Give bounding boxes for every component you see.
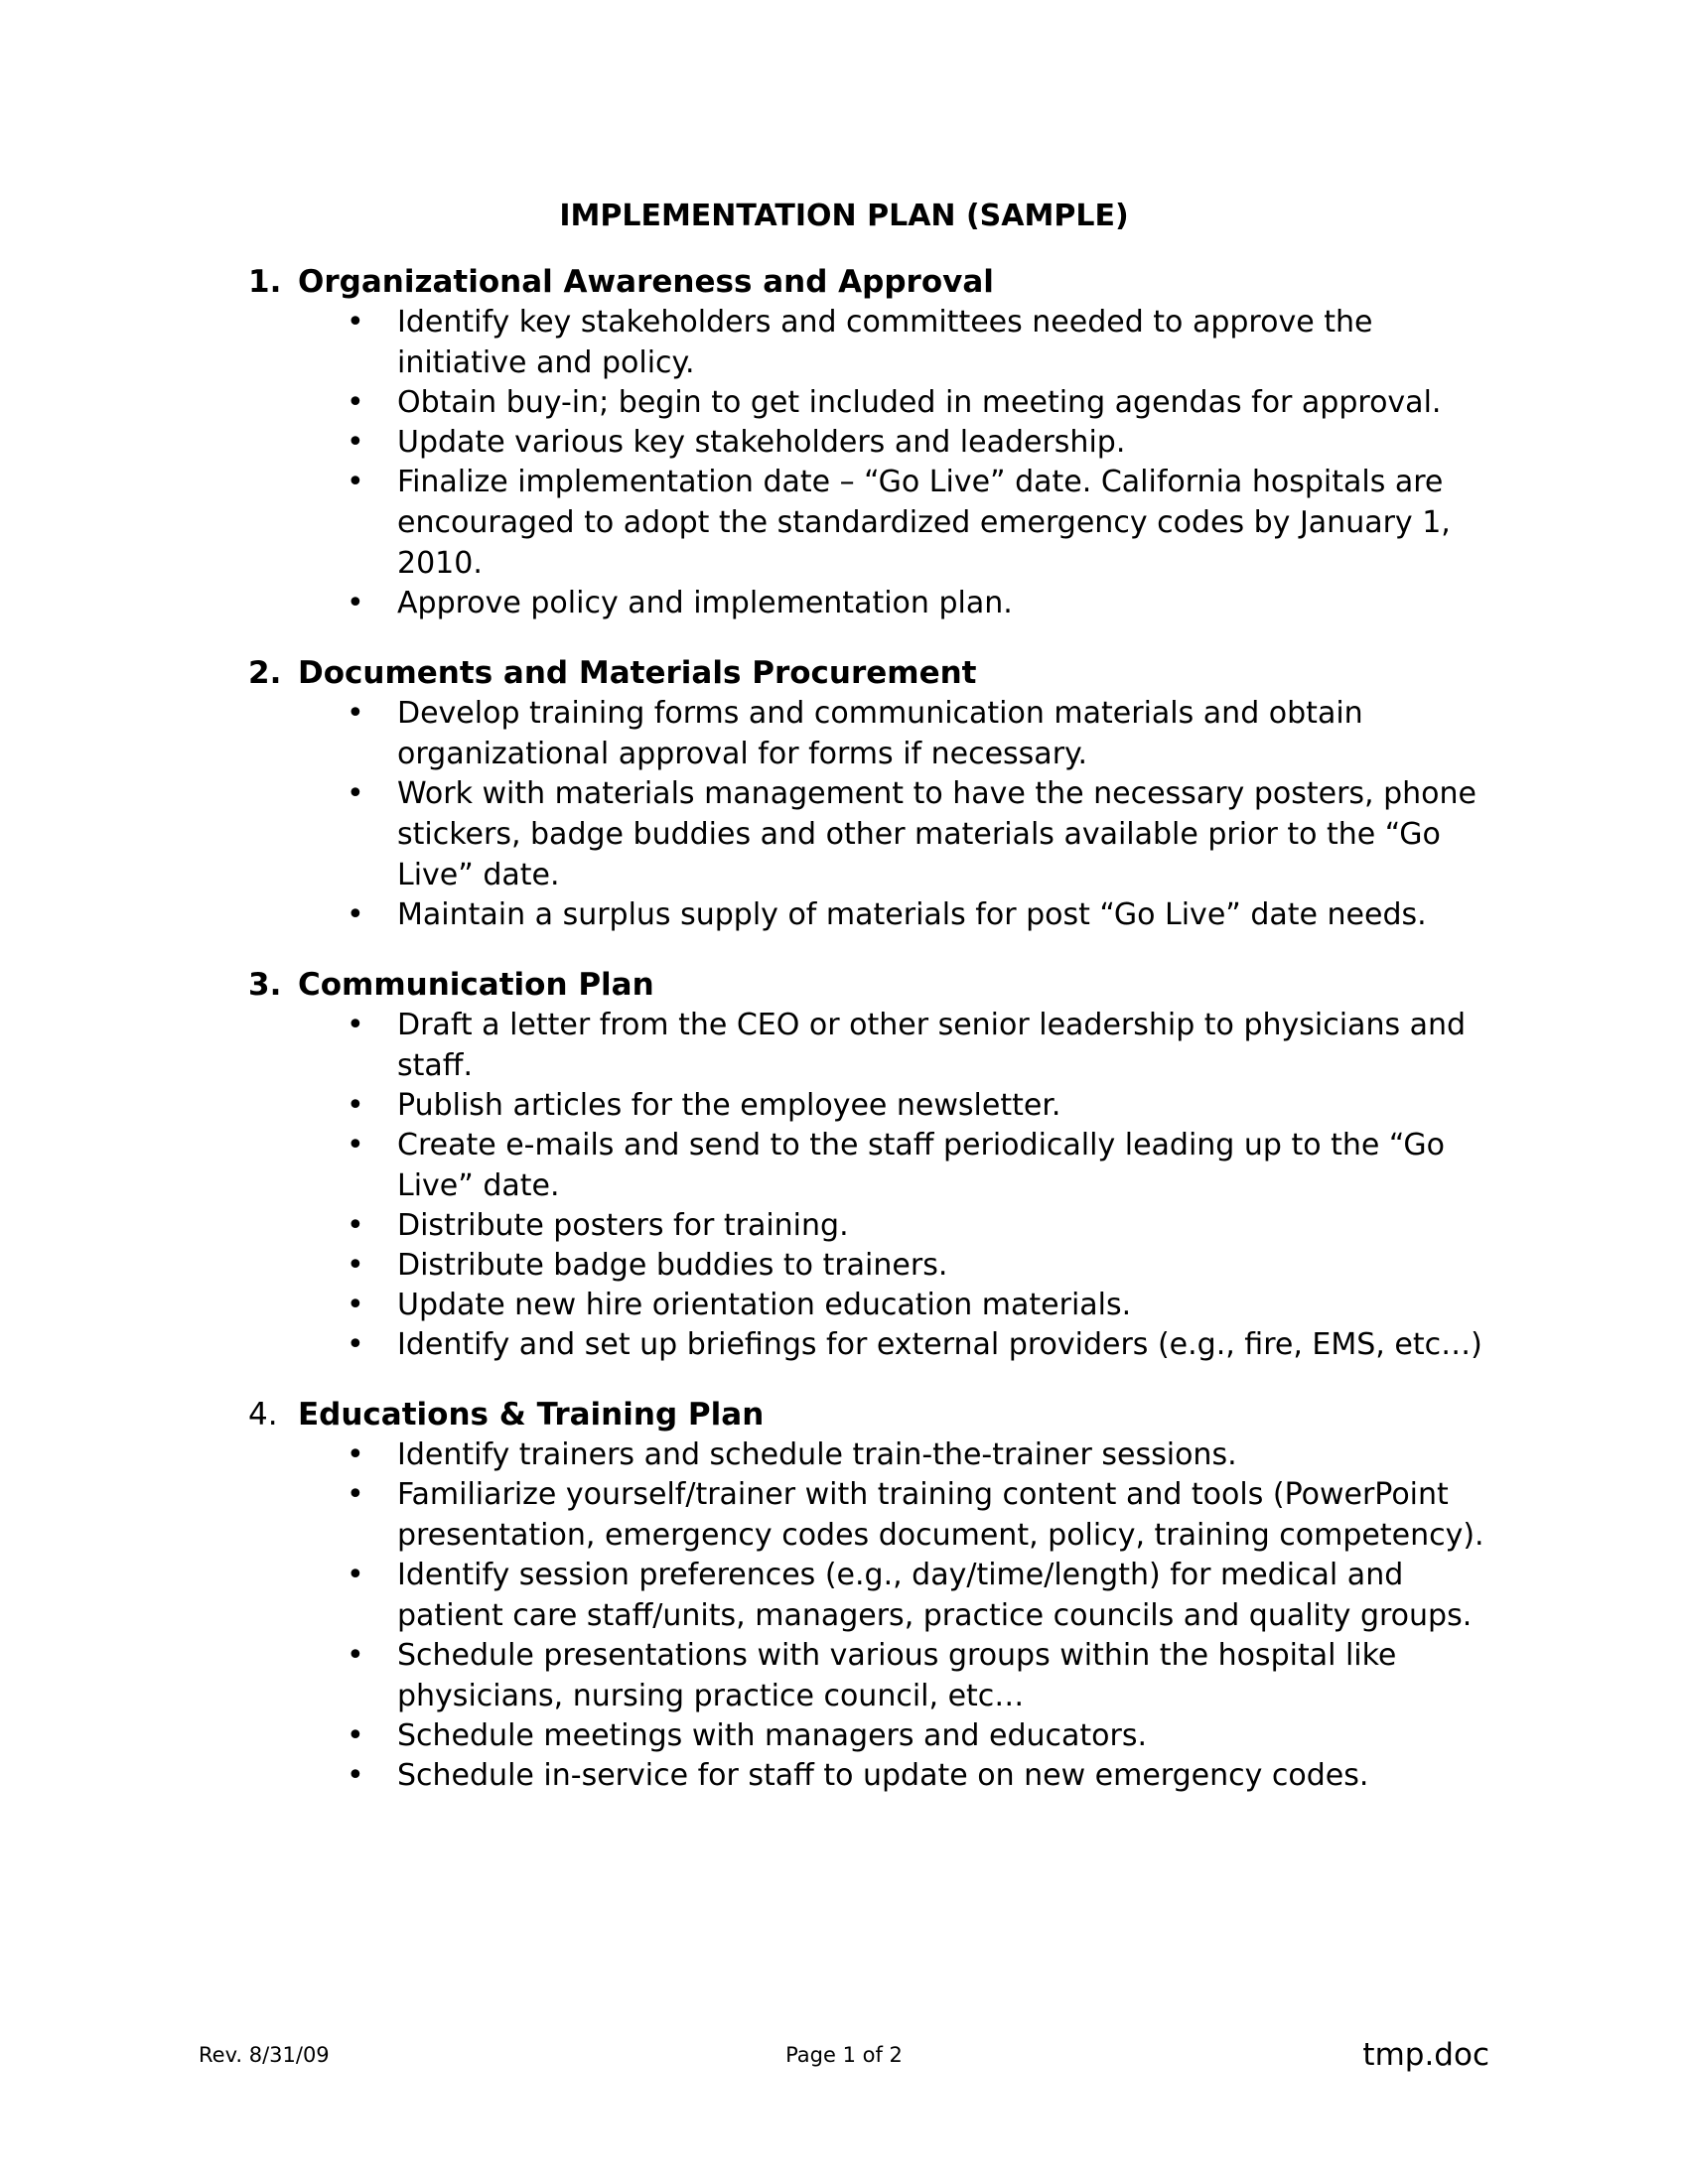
bullet-icon: • [347,586,364,620]
bullet-icon: • [347,696,364,731]
bullet-icon: • [347,1718,364,1753]
section-heading [248,262,1489,302]
bullet-icon: • [347,425,364,460]
list-item: • Identify trainers and schedule train-the-trainer sessions. [347,1434,1489,1475]
section-heading [248,1395,1489,1434]
list-item: • Work with materials management to have the necessary posters, phone stickers, badge buddies and other materials available prior to the “Go Live” date. [347,773,1489,895]
bullet-icon: • [347,1248,364,1283]
section-number: 3. [248,967,282,1003]
list-item: • Obtain buy-in; begin to get included in meeting agendas for approval. [347,382,1489,423]
document-body [248,262,1489,1826]
bullet-list [248,693,1489,935]
section-training-plan [248,1395,1489,1796]
section-title: Documents and Materials Procurement [298,655,977,691]
list-item: • Distribute posters for training. [347,1205,1489,1246]
list-item: • Publish articles for the employee newsletter. [347,1085,1489,1126]
bullet-icon: • [347,1008,364,1042]
section-number: 4. [248,1397,278,1433]
file-name: tmp.doc [1362,2037,1489,2073]
document-title: IMPLEMENTATION PLAN (SAMPLE) [559,199,1129,233]
bullet-icon: • [347,1638,364,1673]
list-item: • Finalize implementation date – “Go Live” date. California hospitals are encouraged to adopt the standardized emergency codes by January 1, 2010. [347,462,1489,584]
list-item: • Update new hire orientation education materials. [347,1285,1489,1325]
bullet-icon: • [347,1128,364,1162]
bullet-list [248,1434,1489,1796]
section-documents-procurement [248,653,1489,935]
list-item: • Maintain a surplus supply of materials for post “Go Live” date needs. [347,894,1489,935]
revision-date: Rev. 8/31/09 [199,2043,330,2067]
bullet-icon: • [347,305,364,340]
bullet-icon: • [347,1558,364,1592]
page-number: Page 1 of 2 [785,2043,903,2067]
list-item: • Distribute badge buddies to trainers. [347,1245,1489,1286]
list-item: • Create e-mails and send to the staff periodically leading up to the “Go Live” date. [347,1125,1489,1206]
bullet-icon: • [347,1327,364,1362]
section-communication-plan [248,965,1489,1365]
section-heading [248,965,1489,1005]
bullet-list [248,302,1489,623]
list-item: • Identify key stakeholders and committees needed to approve the initiative and policy. [347,302,1489,383]
bullet-icon: • [347,1758,364,1793]
list-item: • Schedule in-service for staff to update on new emergency codes. [347,1755,1489,1796]
bullet-icon: • [347,897,364,932]
bullet-icon: • [347,465,364,499]
list-item: • Schedule presentations with various groups within the hospital like physicians, nursing practice council, etc… [347,1635,1489,1716]
section-number: 1. [248,264,282,300]
section-title: Educations & Training Plan [298,1397,765,1433]
bullet-icon: • [347,1288,364,1322]
list-item: • Draft a letter from the CEO or other senior leadership to physicians and staff. [347,1005,1489,1086]
list-item: • Update various key stakeholders and leadership. [347,422,1489,463]
list-item: • Identify session preferences (e.g., day/time/length) for medical and patient care staff/units, managers, practice councils and quality groups. [347,1555,1489,1636]
list-item: • Schedule meetings with managers and educators. [347,1715,1489,1756]
bullet-icon: • [347,776,364,811]
section-organizational-awareness [248,262,1489,623]
page-footer [0,2037,1688,2077]
section-heading [248,653,1489,693]
bullet-icon: • [347,385,364,420]
bullet-icon: • [347,1477,364,1512]
bullet-icon: • [347,1437,364,1472]
list-item: • Identify and set up briefings for external providers (e.g., fire, EMS, etc…) [347,1324,1489,1365]
bullet-icon: • [347,1088,364,1123]
list-item: • Approve policy and implementation plan. [347,583,1489,623]
section-title: Organizational Awareness and Approval [298,264,994,300]
bullet-list [248,1005,1489,1365]
section-title: Communication Plan [298,967,654,1003]
bullet-icon: • [347,1208,364,1243]
list-item: • Develop training forms and communication materials and obtain organizational approval for forms if necessary. [347,693,1489,774]
list-item: • Familiarize yourself/trainer with training content and tools (PowerPoint presentation, emergency codes document, policy, training competency). [347,1474,1489,1556]
section-number: 2. [248,655,282,691]
